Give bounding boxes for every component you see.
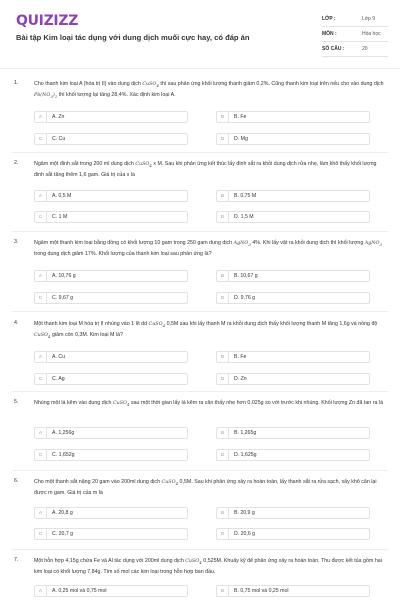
answer-option-c[interactable] <box>34 211 188 223</box>
option-text: B. 10,67 g <box>234 273 258 279</box>
option-text: A. 1,256g <box>52 430 75 436</box>
answer-option-d[interactable] <box>216 211 370 223</box>
formula-base: CuSO <box>112 401 127 406</box>
answer-option-c[interactable] <box>34 528 188 540</box>
formula-subscript: 4 <box>199 559 202 565</box>
divider <box>12 391 388 392</box>
option-letter: B <box>217 191 229 201</box>
formula-close: ) <box>52 92 55 98</box>
option-text: A. 0,25 mol và 0,75 mol <box>52 588 107 594</box>
meta-subject <box>322 31 388 45</box>
divider <box>12 231 388 232</box>
header-divider <box>0 68 400 69</box>
formula-base: CuSO <box>135 162 150 167</box>
answer-option-a[interactable] <box>34 507 188 519</box>
question-text <box>34 557 386 576</box>
answer-option-b[interactable] <box>216 270 370 282</box>
question-text-part: giảm còn 0,3M. Kim loại M là? <box>52 331 123 338</box>
question-text-part: 4%. Khi lấy vật ra khỏi dung dịch thì khối lượng <box>252 240 364 246</box>
question-number: 7. <box>14 557 19 563</box>
answer-option-b[interactable] <box>216 427 370 439</box>
option-letter: A <box>35 112 47 122</box>
question-text-part: Ngâm một thanh kim loại bằng đồng có khối lượng 10 gam trong 250 gam dung dịch <box>34 240 233 246</box>
option-text: C. 9,67 g <box>52 295 74 301</box>
option-text: C. Ag <box>52 376 65 382</box>
answer-option-a[interactable] <box>34 111 188 123</box>
formula-base: CuSO <box>34 332 48 338</box>
chemical-formula <box>142 82 159 87</box>
page-title: Bài tập Kim loại tác dụng với dung dịch muối cực hay, có đáp án <box>16 33 250 42</box>
option-text: D. 20,6 g <box>234 531 256 537</box>
option-text: C. 1,652g <box>52 452 75 458</box>
formula-base: AgNO <box>233 241 249 246</box>
question-text-part: 0,5M. Sau khi phản ứng xảy ra hoàn toàn, lấy thanh sắt ra rửa sạch, sấy khô cân lại được m gam. Giá trị của m là <box>34 479 377 496</box>
answer-option-d[interactable] <box>216 373 370 385</box>
answer-option-b[interactable] <box>216 190 370 202</box>
formula-subscript: 4 <box>149 162 152 168</box>
option-text: D. 1,5 M <box>234 214 254 220</box>
answer-option-b[interactable] <box>216 111 370 123</box>
option-letter: C <box>35 134 47 144</box>
answer-option-c[interactable] <box>34 292 188 304</box>
question-number: 5. <box>14 399 19 405</box>
option-text: A. Zn <box>52 114 65 120</box>
formula-subscript: 4 <box>156 82 159 88</box>
formula-base: CuSO <box>185 559 200 564</box>
question-text-part: Một thanh kim loại M hóa trị II nhúng vào 1 lít dd <box>34 321 148 327</box>
question-text-part: 0,525M. Khuấy kỹ để phản ứng xảy ra hoàn toàn. Thu được kết tủa gồm hai kim loại có khối lượng 7,84g. Tìm số mol các kim loại trong hỗn hợp ban đầu. <box>34 558 382 575</box>
option-letter: C <box>35 212 47 222</box>
formula-base: CuSO <box>148 322 163 327</box>
option-text: C. 20,7 g <box>52 531 74 537</box>
question-text-part: Cho thanh kim loại A (hóa trị II) vào dung dịch <box>34 81 141 87</box>
meta-count <box>322 46 388 60</box>
question-text-part: Cho một thanh sắt nặng 20 gam vào 200ml dung dịch <box>34 479 161 485</box>
answer-option-d[interactable] <box>216 449 370 461</box>
chemical-formula <box>185 559 202 564</box>
option-letter: A <box>35 271 47 281</box>
option-text: B. 1,265g <box>234 430 257 436</box>
answer-option-a[interactable] <box>34 190 188 202</box>
question-number: 4. <box>14 320 19 326</box>
divider <box>322 41 388 42</box>
formula-base: AgNO <box>364 241 380 246</box>
question-text <box>34 320 386 341</box>
option-text: A. 20,8 g <box>52 510 73 516</box>
formula-subscript: 3 <box>50 93 53 99</box>
chemical-formula <box>162 480 179 485</box>
answer-option-c[interactable] <box>34 133 188 145</box>
question-text-part: x M. Sau khi phản ứng kết thúc lấy đinh sắt ra khỏi dung dịch rửa nhẹ, làm khô thấy khối lượng đinh sắt tăng thêm 1,6 gam. Giá trị của x là <box>34 161 377 178</box>
chemical-formula <box>234 241 251 246</box>
question-text-part: 0,5M sau khi lấy thanh M ra khỏi dung dịch thấy khối lượng thanh M tăng 1,6g và nồng độ <box>166 321 378 327</box>
formula-subscript: 3 <box>379 241 382 247</box>
divider <box>12 311 388 312</box>
option-text: B. Fe <box>234 114 247 120</box>
option-text: D. 9,76 g <box>234 295 256 301</box>
option-letter: C <box>35 529 47 539</box>
meta-grade-label: LỚP : <box>322 16 336 22</box>
question-number: 1. <box>14 80 19 86</box>
option-text: A. Cu <box>52 354 65 360</box>
divider <box>12 152 388 153</box>
answer-option-d[interactable] <box>216 292 370 304</box>
divider <box>322 56 388 57</box>
divider <box>12 549 388 550</box>
meta-subject-label: MÔN : <box>322 31 337 37</box>
formula-subscript: 4 <box>175 480 179 486</box>
formula-subscript: 3 <box>248 241 251 247</box>
option-text: B. 0,75 M <box>234 193 257 199</box>
answer-option-a[interactable] <box>34 270 188 282</box>
formula-subscript: 4 <box>162 322 166 328</box>
quizizz-logo: QUIZIZZ <box>16 13 79 29</box>
option-letter: C <box>35 374 47 384</box>
answer-option-b[interactable] <box>216 585 370 597</box>
question-text <box>34 239 386 258</box>
option-letter: D <box>217 134 229 144</box>
option-letter: D <box>217 212 229 222</box>
chemical-formula <box>135 162 152 167</box>
option-letter: C <box>35 293 47 303</box>
answer-option-a[interactable] <box>34 351 188 363</box>
question-text <box>34 478 386 497</box>
answer-option-d[interactable] <box>216 133 370 145</box>
option-letter: D <box>217 293 229 303</box>
option-letter: D <box>217 450 229 460</box>
option-letter: B <box>217 352 229 362</box>
question-text-part: thì sau phản ứng khối lượng thanh giảm 0,2%. Cũng thanh kim loại trên nếu cho vào dung dịch <box>160 81 384 87</box>
meta-grade-value: Lớp 9 <box>362 16 376 22</box>
option-text: D. Mg <box>234 136 248 142</box>
option-text: B. 20,9 g <box>234 510 255 516</box>
option-letter: A <box>35 508 47 518</box>
question-text-part: trong dung dịch giảm 17%. Khối lượng của thanh kim loại sau phản ứng là? <box>34 250 212 257</box>
option-letter: A <box>35 352 47 362</box>
option-letter: B <box>217 428 229 438</box>
option-letter: A <box>35 586 47 596</box>
option-letter: B <box>217 508 229 518</box>
option-text: D. Zn <box>234 376 247 382</box>
option-letter: A <box>35 191 47 201</box>
option-text: A. 10,76 g <box>52 273 76 279</box>
answer-option-a[interactable] <box>34 585 188 597</box>
answer-option-d[interactable] <box>216 528 370 540</box>
option-text: B. Fe <box>234 354 247 360</box>
option-letter: D <box>217 529 229 539</box>
meta-count-value: 20 <box>362 46 368 52</box>
chemical-formula <box>113 401 130 406</box>
formula-base: CuSO <box>142 82 157 87</box>
question-text-part: Nhúng một lá kẽm vào dung dịch <box>34 400 112 406</box>
question-text <box>34 80 386 101</box>
chemical-formula <box>34 333 51 338</box>
option-text: C. 1 M <box>52 214 68 220</box>
option-text: D. 1,625g <box>234 452 257 458</box>
question-text-part: sau một thời gian lấy lá kẽm ra cân thấy nhẹ hơn 0,025g so với trước khi nhúng. Khối lượng Zn đã tan ra là <box>130 400 384 406</box>
option-letter: B <box>217 271 229 281</box>
question-number: 2. <box>14 160 19 166</box>
question-text-part: Một hỗn hợp 4,15g chứa Fe và Al tác dụng với 200ml dung dịch <box>34 558 184 564</box>
page-header <box>0 0 400 68</box>
question-text-part: thì khối lượng lại tăng 28,4%. Xác định kim loại A. <box>58 91 176 98</box>
answer-option-c[interactable] <box>34 373 188 385</box>
answer-option-a[interactable] <box>34 427 188 439</box>
option-letter: C <box>35 450 47 460</box>
option-letter: A <box>35 428 47 438</box>
formula-subscript: 4 <box>47 333 51 339</box>
chemical-formula <box>365 241 382 246</box>
formula-subscript: 4 <box>126 401 130 407</box>
question-text <box>34 160 386 179</box>
question-text <box>34 399 386 410</box>
option-letter: D <box>217 374 229 384</box>
divider <box>322 26 388 27</box>
chemical-formula <box>149 322 166 327</box>
formula-base: Pb(NO <box>34 92 51 98</box>
option-text: B. 0,75 mol và 0,25 mol <box>234 588 289 594</box>
option-text: C. Cu <box>52 136 66 142</box>
answer-option-b[interactable] <box>216 507 370 519</box>
answer-option-c[interactable] <box>34 449 188 461</box>
divider <box>12 470 388 471</box>
option-letter: B <box>217 586 229 596</box>
formula-subscript: 2 <box>54 93 58 99</box>
meta-grade <box>322 16 388 30</box>
meta-count-label: SỐ CÂU : <box>322 46 345 52</box>
meta-subject-value: Hóa học <box>362 31 381 37</box>
question-text-part: Ngâm một đinh sắt trong 200 ml dung dịch <box>34 161 134 167</box>
formula-base: CuSO <box>161 480 176 485</box>
answer-option-b[interactable] <box>216 351 370 363</box>
option-text: A. 0,5 M <box>52 193 72 199</box>
chemical-formula <box>34 93 57 98</box>
question-number: 6. <box>14 478 19 484</box>
option-letter: B <box>217 112 229 122</box>
question-number: 3. <box>14 239 19 245</box>
